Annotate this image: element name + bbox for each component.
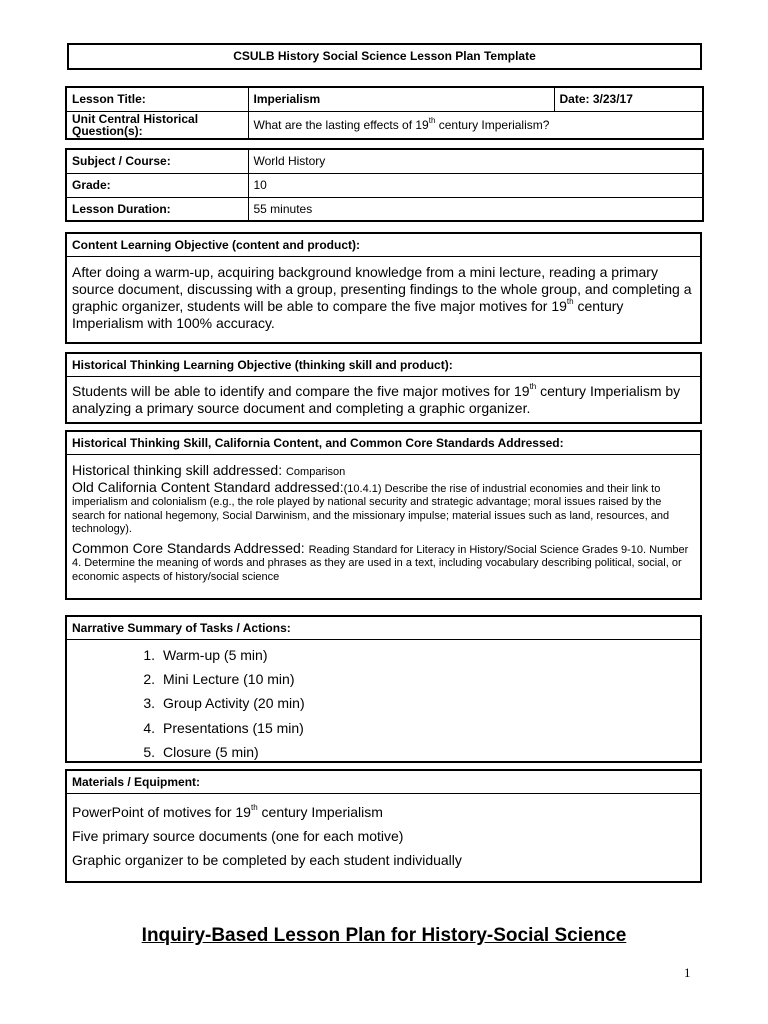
materials-section [65,769,702,883]
ca-standard-value: (10.4.1) Describe the rise of industrial economies and their link to imperialism and colonialism (e.g., the role played by national security and strategic advantage; moral issues raised by the search for national hegemony, Social Darwinism, and the missionary impulse; material issues such as land, resources, and technology). [72,482,670,535]
page-heading: Inquiry-Based Lesson Plan for History-Social Science [141,925,627,946]
ca-standard-block [72,480,692,537]
narrative-section [65,615,702,763]
thinking-skill-line [72,462,692,480]
material-item: Graphic organizer to be completed by each student individually [72,852,462,868]
lesson-date: Date: 3/23/17 [554,87,703,111]
standards-header: Historical Thinking Skill, California Content, and Common Core Standards Addressed: [67,432,700,455]
task-list [133,643,692,764]
lesson-title-label: Lesson Title: [66,87,248,111]
content-objective-header: Content Learning Objective (content and product): [67,234,700,257]
page-number: 1 [684,965,691,980]
duration-value: 55 minutes [248,197,703,221]
lesson-title-value: Imperialism [248,87,554,111]
standards-body [72,462,692,584]
thinking-skill-label: Historical thinking skill addressed: [72,462,286,478]
task-item: 3. Group Activity (20 min) [143,695,305,712]
material-item: Five primary source documents (one for each motive) [72,828,404,844]
common-core-value: Reading Standard for Literacy in History/Social Science Grades 9-10. Number 4. Determine the meaning of words and phrases as they are used in a text, including vocabulary describing political, social, or economic aspects of history/social science [72,543,689,583]
thinking-skill-value: Comparison [285,466,346,478]
subject-label: Subject / Course: [66,149,248,173]
materials-list [72,800,692,872]
task-list-wrap [133,643,692,764]
thinking-objective-section [65,352,702,424]
thinking-objective-header: Historical Thinking Learning Objective (thinking skill and product): [67,354,700,377]
template-title: CSULB History Social Science Lesson Plan Template [67,43,702,70]
thinking-objective-text: Students will be able to identify and compare the five major motives for 19th century Imperialism by analyzing a primary source document and completing a graphic organizer. [72,382,681,416]
task-item: 4. Presentations (15 min) [143,719,304,736]
common-core-block [72,541,692,585]
ca-standard-label: Old California Content Standard addressed: [72,478,344,495]
lesson-info-table [65,86,704,140]
content-objective-section [65,232,702,344]
course-info-table [65,148,704,222]
subject-value: World History [248,149,703,173]
duration-label: Lesson Duration: [66,197,248,221]
task-item: 1. Warm-up (5 min) [143,647,268,663]
grade-label: Grade: [66,173,248,197]
materials-header: Materials / Equipment: [67,771,700,794]
material-item: PowerPoint of motives for 19th century Imperialism [72,803,383,820]
task-item: 5. Closure (5 min) [143,743,259,760]
common-core-label: Common Core Standards Addressed: [72,539,309,556]
task-item: 2. Mini Lecture (10 min) [143,671,295,688]
content-objective-text: After doing a warm-up, acquiring background knowledge from a mini lecture, reading a primary source document, discussing with a group, presenting findings to the whole group, and completing a graphic organizer, students will be able to compare the five major motives for 19th century Imperialism with 100% accuracy. [72,264,692,331]
narrative-header: Narrative Summary of Tasks / Actions: [67,617,700,640]
question-label: Unit Central Historical Question(s): [66,111,248,139]
question-value: What are the lasting effects of 19th century Imperialism? [248,111,703,139]
standards-section [65,430,702,600]
grade-value: 10 [248,173,703,197]
